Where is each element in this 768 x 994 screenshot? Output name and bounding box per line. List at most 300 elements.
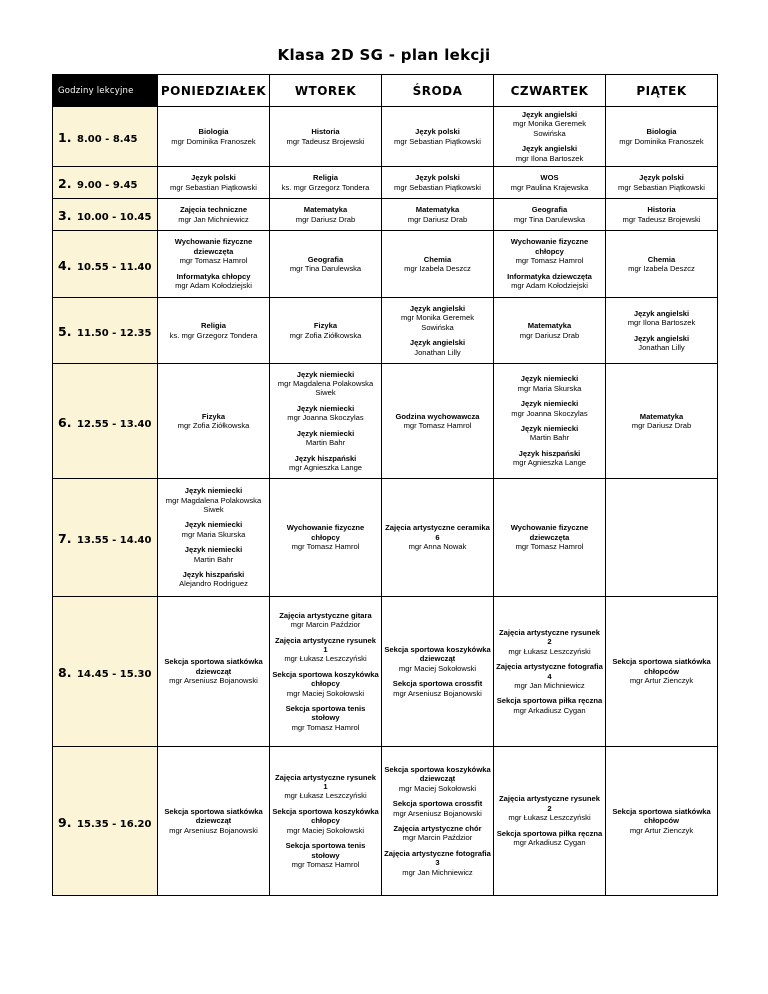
teacher-name: mgr Łukasz Leszczyński xyxy=(284,654,367,664)
subject-name: Matematyka xyxy=(527,321,572,331)
lesson-hours: 11.50 - 12.35 xyxy=(77,328,152,339)
subject-name: Wychowanie fizyczne chłopcy xyxy=(510,237,589,256)
lesson-row xyxy=(53,199,718,231)
teacher-name: ks. mgr Grzegorz Tondera xyxy=(281,182,370,192)
lesson-cell xyxy=(606,747,718,896)
subject-name: Biologia xyxy=(198,127,229,137)
teacher-name: mgr Paulina Krajewska xyxy=(510,182,589,192)
lesson-cell xyxy=(270,231,382,298)
lesson-cell xyxy=(494,167,606,199)
page-title: Klasa 2D SG - plan lekcji xyxy=(277,46,491,64)
subject-name: Język niemiecki xyxy=(296,403,355,413)
teacher-name: mgr Ilona Bartoszek xyxy=(627,318,696,328)
subject-name: Język angielski xyxy=(633,333,690,343)
teacher-name: mgr Ilona Bartoszek xyxy=(515,153,584,163)
subject-name: Język angielski xyxy=(521,144,578,154)
teacher-name: mgr Łukasz Leszczyński xyxy=(284,791,367,801)
subject-name: Sekcja sportowa siatkówka chłopców xyxy=(612,806,711,826)
teacher-name: mgr Tomasz Hamrol xyxy=(291,722,360,732)
teacher-name: mgr Arkadiusz Cygan xyxy=(513,838,586,848)
day-header-thursday: CZWARTEK xyxy=(494,75,606,107)
subject-name: Język niemiecki xyxy=(296,428,355,438)
day-header-monday: PONIEDZIAŁEK xyxy=(158,75,270,107)
teacher-name: mgr Maciej Sokołowski xyxy=(398,783,477,793)
lesson-hours: 13.55 - 14.40 xyxy=(77,535,152,546)
teacher-name: mgr Zofia Ziółkowska xyxy=(177,421,250,430)
teacher-name: mgr Jan Michniewicz xyxy=(178,214,249,224)
lesson-entry xyxy=(272,807,379,835)
subject-name: Fizyka xyxy=(201,411,226,421)
lesson-entry xyxy=(496,321,603,340)
teacher-name: mgr Tina Darulewska xyxy=(513,214,586,224)
lesson-entry xyxy=(384,679,491,698)
timetable xyxy=(52,74,718,896)
lesson-entry xyxy=(496,662,603,690)
lesson-entry xyxy=(496,794,603,822)
subject-name: Sekcja sportowa koszykówka chłopcy xyxy=(272,669,379,689)
teacher-name: mgr Maciej Sokołowski xyxy=(398,663,477,673)
teacher-name: mgr Arseniusz Bojanowski xyxy=(393,688,482,698)
subject-name: Zajęcia artystyczne rysunek 2 xyxy=(499,627,600,647)
subject-name: Język niemiecki xyxy=(520,374,579,384)
lesson-entry xyxy=(384,523,491,551)
lesson-time xyxy=(53,597,158,747)
lesson-cell xyxy=(382,597,494,747)
teacher-name: mgr Monika Geremek Sowińska xyxy=(512,119,586,138)
teacher-name: mgr Łukasz Leszczyński xyxy=(508,813,591,823)
teacher-name: mgr Tomasz Hamrol xyxy=(291,542,360,552)
teacher-name: mgr Izabela Deszcz xyxy=(628,264,695,273)
lesson-entry xyxy=(272,205,379,224)
lesson-entry xyxy=(496,523,603,551)
subject-name: Chemia xyxy=(423,254,452,264)
lesson-cell xyxy=(158,597,270,747)
lesson-number: 1. xyxy=(58,130,72,145)
lesson-time xyxy=(53,298,158,364)
subject-name: Język hiszpański xyxy=(518,448,581,458)
subject-name: Język angielski xyxy=(409,338,466,348)
lesson-entry xyxy=(608,657,715,685)
subject-name: Matematyka xyxy=(303,205,348,215)
subject-name: Język niemiecki xyxy=(184,520,243,530)
lesson-entry xyxy=(160,321,267,340)
lesson-cell xyxy=(382,364,494,479)
lesson-cell xyxy=(382,199,494,231)
lesson-cell xyxy=(270,747,382,896)
teacher-name: mgr Tomasz Hamrol xyxy=(515,542,584,552)
lesson-row xyxy=(53,597,718,747)
lesson-cell xyxy=(606,167,718,199)
subject-name: Język niemiecki xyxy=(520,424,579,433)
lesson-entry xyxy=(272,370,379,398)
lesson-cell xyxy=(494,231,606,298)
lesson-cell xyxy=(270,107,382,167)
teacher-name: mgr Artur Zienczyk xyxy=(629,825,694,835)
lesson-row xyxy=(53,747,718,896)
lesson-row xyxy=(53,479,718,597)
teacher-name: ks. mgr Grzegorz Tondera xyxy=(169,330,258,340)
teacher-name: mgr Maria Skurska xyxy=(517,383,582,393)
lesson-cell xyxy=(382,231,494,298)
subject-name: Zajęcia artystyczne chór xyxy=(393,824,482,833)
lesson-cell xyxy=(382,167,494,199)
lesson-cell xyxy=(382,479,494,597)
lesson-number: 3. xyxy=(58,208,72,223)
lesson-cell xyxy=(494,199,606,231)
lesson-cell xyxy=(494,298,606,364)
lesson-cell xyxy=(158,107,270,167)
lesson-entry xyxy=(272,704,379,732)
lesson-cell xyxy=(606,298,718,364)
lesson-time xyxy=(53,167,158,199)
teacher-name: mgr Marcin Paździor xyxy=(402,833,473,843)
lesson-entry xyxy=(384,645,491,673)
lesson-entry xyxy=(496,424,603,443)
lesson-entry xyxy=(272,173,379,192)
teacher-name: mgr Marcin Paździor xyxy=(290,620,361,630)
lesson-entry xyxy=(496,696,603,715)
lesson-entry xyxy=(384,127,491,146)
subject-name: Historia xyxy=(311,127,340,137)
lesson-entry xyxy=(384,304,491,332)
lesson-entry xyxy=(160,205,267,224)
subject-name: Sekcja sportowa piłka ręczna xyxy=(496,696,603,706)
lesson-entry xyxy=(496,110,603,138)
subject-name: Język hiszpański xyxy=(294,453,357,463)
lesson-cell xyxy=(270,298,382,364)
lesson-entry xyxy=(608,309,715,328)
teacher-name: mgr Agnieszka Lange xyxy=(288,462,363,472)
subject-name: Sekcja sportowa piłka ręczna xyxy=(496,828,603,838)
lesson-entry xyxy=(384,799,491,818)
teacher-name: mgr Tomasz Hamrol xyxy=(179,256,248,266)
lesson-number: 6. xyxy=(58,414,72,430)
subject-name: Zajęcia techniczne xyxy=(179,205,248,215)
subject-name: Język angielski xyxy=(521,109,578,119)
lesson-row xyxy=(53,298,718,364)
teacher-name: mgr Tomasz Hamrol xyxy=(403,421,472,430)
subject-name: Geografia xyxy=(531,205,568,215)
subject-name: Język niemiecki xyxy=(184,545,243,555)
subject-name: Geografia xyxy=(307,254,344,264)
lesson-cell xyxy=(270,167,382,199)
lesson-cell xyxy=(606,479,718,597)
teacher-name: mgr Tomasz Hamrol xyxy=(515,256,584,266)
teacher-name: mgr Agnieszka Lange xyxy=(512,458,587,468)
teacher-name: mgr Sebastian Piątkowski xyxy=(394,136,481,146)
lesson-time xyxy=(53,231,158,298)
subject-name: Religia xyxy=(201,321,226,331)
lesson-cell xyxy=(606,199,718,231)
lesson-entry xyxy=(608,412,715,431)
lesson-cell xyxy=(494,747,606,896)
lesson-row xyxy=(53,107,718,167)
lesson-entry xyxy=(384,824,491,843)
lesson-time xyxy=(53,107,158,167)
teacher-name: mgr Tadeusz Brojewski xyxy=(622,214,701,224)
subject-name: Chemia xyxy=(647,254,676,264)
lesson-entry xyxy=(496,144,603,163)
subject-name: Język polski xyxy=(415,173,460,183)
subject-name: Biologia xyxy=(646,127,677,137)
subject-name: Wychowanie fizyczne dziewczęta xyxy=(174,237,253,256)
lesson-hours: 15.35 - 16.20 xyxy=(77,818,152,830)
subject-name: Język polski xyxy=(639,173,684,183)
lesson-entry xyxy=(160,412,267,431)
lesson-time xyxy=(53,364,158,479)
teacher-name: mgr Zofia Ziółkowska xyxy=(289,330,362,340)
lesson-entry xyxy=(272,611,379,630)
teacher-name: mgr Tomasz Hamrol xyxy=(291,859,360,869)
teacher-name: mgr Dariusz Drab xyxy=(295,214,356,224)
subject-name: Zajęcia artystyczne rysunek 2 xyxy=(499,794,600,813)
lesson-entry xyxy=(496,374,603,393)
lesson-cell xyxy=(606,597,718,747)
teacher-name: mgr Anna Nowak xyxy=(408,542,467,552)
subject-name: Sekcja sportowa crossfit xyxy=(392,799,483,809)
teacher-name: mgr Dariusz Drab xyxy=(519,330,580,340)
lesson-time xyxy=(53,479,158,597)
subject-name: Sekcja sportowa koszykówka chłopcy xyxy=(272,806,379,826)
teacher-name: mgr Artur Zienczyk xyxy=(629,676,694,686)
lesson-hours: 10.00 - 10.45 xyxy=(77,212,152,223)
lesson-entry xyxy=(496,272,603,291)
lesson-cell xyxy=(270,199,382,231)
lesson-entry xyxy=(160,657,267,685)
hours-column-header: Godziny lekcyjne xyxy=(53,75,158,107)
teacher-name: mgr Maciej Sokołowski xyxy=(286,688,365,698)
lesson-entry xyxy=(272,454,379,473)
subject-name: Sekcja sportowa crossfit xyxy=(392,679,483,689)
subject-name: Godzina wychowawcza xyxy=(395,411,480,421)
lesson-entry xyxy=(272,404,379,423)
subject-name: Zajęcia artystyczne rysunek 1 xyxy=(275,772,376,792)
lesson-cell xyxy=(270,364,382,479)
lesson-entry xyxy=(608,334,715,353)
lesson-cell xyxy=(606,107,718,167)
subject-name: Sekcja sportowa siatkówka dziewcząt xyxy=(164,657,263,676)
lesson-entry xyxy=(272,670,379,698)
lesson-entry xyxy=(384,173,491,192)
lesson-entry xyxy=(608,255,715,274)
subject-name: Sekcja sportowa koszykówka dziewcząt xyxy=(384,764,491,784)
teacher-name: mgr Arkadiusz Cygan xyxy=(513,705,586,715)
teacher-name: mgr Joanna Skoczylas xyxy=(287,413,364,423)
lesson-number: 2. xyxy=(58,176,72,191)
day-header-tuesday: WTOREK xyxy=(270,75,382,107)
lesson-entry xyxy=(160,127,267,146)
teacher-name: Jonathan Lilly xyxy=(638,342,685,352)
lesson-cell xyxy=(382,107,494,167)
teacher-name: mgr Dominika Franoszek xyxy=(619,136,704,146)
teacher-name: mgr Tadeusz Brojewski xyxy=(286,136,365,146)
subject-name: Język polski xyxy=(415,127,460,137)
lesson-row xyxy=(53,231,718,298)
lesson-entry xyxy=(160,520,267,539)
subject-name: Sekcja sportowa koszykówka dziewcząt xyxy=(384,644,491,664)
lesson-entry xyxy=(496,399,603,418)
lesson-cell xyxy=(158,167,270,199)
lesson-cell xyxy=(606,364,718,479)
subject-name: Język niemiecki xyxy=(184,486,243,496)
teacher-name: mgr Joanna Skoczylas xyxy=(511,408,588,418)
teacher-name: mgr Dariusz Drab xyxy=(631,421,692,430)
subject-name: Wychowanie fizyczne chłopcy xyxy=(286,523,365,542)
subject-name: Język angielski xyxy=(633,308,690,318)
teacher-name: mgr Monika Geremek Sowińska xyxy=(400,313,474,332)
teacher-name: Martin Bahr xyxy=(529,433,570,443)
lesson-cell xyxy=(494,479,606,597)
subject-name: Matematyka xyxy=(415,205,460,215)
teacher-name: mgr Maciej Sokołowski xyxy=(286,825,365,835)
lesson-entry xyxy=(160,807,267,835)
lesson-cell xyxy=(494,107,606,167)
lesson-entry xyxy=(384,849,491,877)
subject-name: Wychowanie fizyczne dziewczęta xyxy=(510,523,589,542)
lesson-cell xyxy=(494,364,606,479)
teacher-name: mgr Tina Darulewska xyxy=(289,264,362,273)
lesson-entry xyxy=(384,338,491,357)
lesson-number: 4. xyxy=(58,257,72,273)
subject-name: Sekcja sportowa siatkówka dziewcząt xyxy=(164,806,263,826)
lesson-cell xyxy=(494,597,606,747)
subject-name: Zajęcia artystyczne fotografia 3 xyxy=(384,848,491,868)
lesson-entry xyxy=(608,173,715,192)
subject-name: Informatyka dziewczęta xyxy=(507,271,592,281)
lesson-entry xyxy=(272,127,379,146)
lesson-cell xyxy=(606,231,718,298)
teacher-name: mgr Izabela Deszcz xyxy=(404,264,471,273)
teacher-name: Jonathan Lilly xyxy=(414,347,461,357)
subject-name: Sekcja sportowa siatkówka chłopców xyxy=(612,657,711,676)
lesson-entry xyxy=(272,523,379,551)
lesson-number: 5. xyxy=(58,324,72,339)
teacher-name: mgr Sebastian Piątkowski xyxy=(618,182,705,192)
lesson-number: 9. xyxy=(58,814,72,830)
lesson-hours: 14.45 - 15.30 xyxy=(77,669,152,680)
day-header-friday: PIĄTEK xyxy=(606,75,718,107)
teacher-name: mgr Dariusz Drab xyxy=(407,214,468,224)
day-header-wednesday: ŚRODA xyxy=(382,75,494,107)
teacher-name: Martin Bahr xyxy=(193,554,234,564)
lesson-number: 7. xyxy=(58,531,72,546)
teacher-name: mgr Arseniusz Bojanowski xyxy=(169,825,258,835)
lesson-entry xyxy=(384,765,491,793)
lesson-entry xyxy=(272,636,379,664)
teacher-name: mgr Magdalena Polakowska Siwek xyxy=(165,495,262,514)
lesson-cell xyxy=(158,479,270,597)
lesson-cell xyxy=(158,298,270,364)
lesson-cell xyxy=(158,747,270,896)
lesson-entry xyxy=(496,173,603,192)
subject-name: Zajęcia artystyczne gitara xyxy=(279,610,372,620)
lesson-hours: 10.55 - 11.40 xyxy=(77,261,152,273)
subject-name: Informatyka chłopcy xyxy=(176,271,251,281)
teacher-name: mgr Łukasz Leszczyński xyxy=(508,646,591,656)
lesson-cell xyxy=(158,364,270,479)
lesson-entry xyxy=(384,255,491,274)
subject-name: Język angielski xyxy=(409,303,466,313)
teacher-name: mgr Arseniusz Bojanowski xyxy=(393,808,482,818)
teacher-name: Martin Bahr xyxy=(305,438,346,448)
lesson-cell xyxy=(158,199,270,231)
subject-name: Historia xyxy=(647,205,676,215)
teacher-name: mgr Magdalena Polakowska Siwek xyxy=(277,379,374,398)
lesson-entry xyxy=(160,486,267,514)
teacher-name: mgr Sebastian Piątkowski xyxy=(170,182,257,192)
lesson-entry xyxy=(384,205,491,224)
teacher-name: mgr Adam Kołodziejski xyxy=(175,281,252,291)
lesson-entry xyxy=(160,272,267,291)
lesson-entry xyxy=(496,205,603,224)
lesson-entry xyxy=(272,321,379,340)
lesson-hours: 12.55 - 13.40 xyxy=(77,418,152,430)
lesson-hours: 9.00 - 9.45 xyxy=(77,180,138,191)
lesson-cell xyxy=(382,298,494,364)
teacher-name: mgr Sebastian Piątkowski xyxy=(394,182,481,192)
subject-name: Religia xyxy=(313,173,338,183)
subject-name: Zajęcia artystyczne fotografia 4 xyxy=(496,662,603,681)
lesson-entry xyxy=(160,173,267,192)
lesson-row xyxy=(53,364,718,479)
teacher-name: mgr Jan Michniewicz xyxy=(514,680,585,690)
lesson-entry xyxy=(160,237,267,265)
subject-name: Zajęcia artystyczne ceramika 6 xyxy=(385,523,490,542)
lesson-entry xyxy=(608,205,715,224)
lesson-entry xyxy=(272,841,379,869)
lesson-entry xyxy=(496,449,603,468)
lesson-cell xyxy=(382,747,494,896)
teacher-name: mgr Maria Skurska xyxy=(181,529,246,539)
subject-name: Fizyka xyxy=(313,321,338,331)
subject-name: Sekcja sportowa tenis stołowy xyxy=(285,841,366,860)
lesson-entry xyxy=(608,807,715,835)
subject-name: Sekcja sportowa tenis stołowy xyxy=(285,704,366,723)
lesson-entry xyxy=(496,628,603,656)
subject-name: Zajęcia artystyczne rysunek 1 xyxy=(275,635,376,654)
lesson-time xyxy=(53,199,158,231)
header-row xyxy=(53,75,718,107)
subject-name: Język niemiecki xyxy=(520,399,579,409)
teacher-name: mgr Jan Michniewicz xyxy=(402,867,473,877)
subject-name: Język polski xyxy=(191,173,236,183)
teacher-name: mgr Adam Kołodziejski xyxy=(511,281,588,291)
lesson-entry xyxy=(272,255,379,274)
lesson-entry xyxy=(384,412,491,431)
lesson-hours: 8.00 - 8.45 xyxy=(77,134,138,145)
lesson-entry xyxy=(496,829,603,848)
subject-name: Matematyka xyxy=(639,411,684,421)
lesson-entry xyxy=(160,545,267,564)
lesson-entry xyxy=(608,127,715,146)
lesson-entry xyxy=(272,773,379,801)
lesson-cell xyxy=(158,231,270,298)
teacher-name: mgr Arseniusz Bojanowski xyxy=(169,676,258,686)
lesson-cell xyxy=(270,479,382,597)
lesson-entry xyxy=(160,570,267,589)
lesson-number: 8. xyxy=(58,665,72,680)
teacher-name: mgr Dominika Franoszek xyxy=(171,136,256,146)
lesson-time xyxy=(53,747,158,896)
lesson-row xyxy=(53,167,718,199)
lesson-cell xyxy=(270,597,382,747)
lesson-entry xyxy=(272,429,379,448)
subject-name: WOS xyxy=(540,173,559,183)
subject-name: Język niemiecki xyxy=(296,369,355,379)
teacher-name: Alejandro Rodriguez xyxy=(179,579,248,589)
subject-name: Język hiszpański xyxy=(182,570,245,580)
lesson-entry xyxy=(496,237,603,265)
